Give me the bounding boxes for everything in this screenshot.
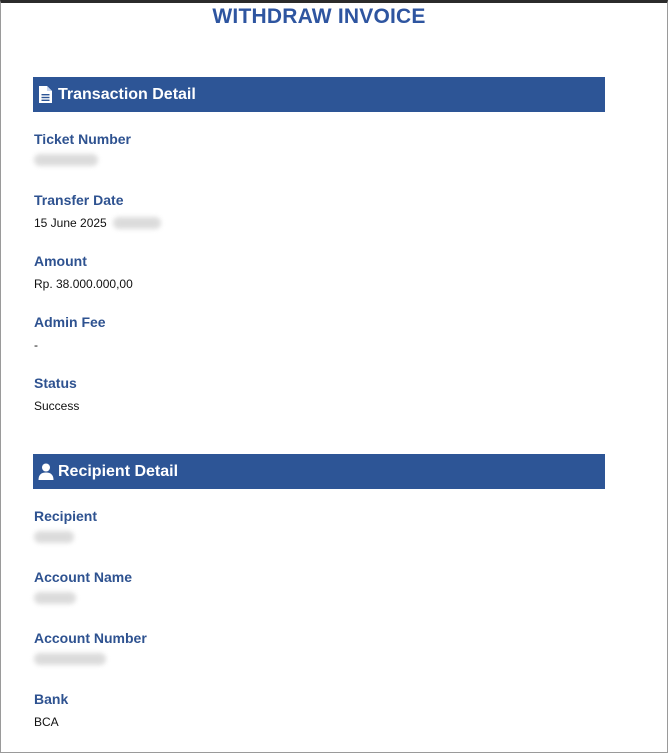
redacted-recipient bbox=[34, 531, 74, 543]
admin-fee-value: - bbox=[34, 338, 38, 352]
transaction-detail-title: Transaction Detail bbox=[58, 85, 196, 103]
status-label: Status bbox=[34, 375, 77, 391]
admin-fee-field bbox=[34, 313, 106, 353]
status-value: Success bbox=[34, 399, 80, 413]
bank-field bbox=[34, 690, 68, 730]
amount-field bbox=[34, 252, 133, 292]
document-icon bbox=[38, 86, 54, 104]
redacted-ticket-number bbox=[34, 154, 98, 166]
transfer-date-label: Transfer Date bbox=[34, 192, 124, 208]
ticket-number-label: Ticket Number bbox=[34, 131, 131, 147]
transfer-date-field bbox=[34, 191, 161, 231]
redacted-account-number bbox=[34, 653, 106, 665]
account-number-value bbox=[34, 653, 147, 665]
recipient-detail-header bbox=[33, 454, 605, 489]
recipient-value bbox=[34, 531, 97, 543]
redacted-account-name bbox=[34, 592, 76, 604]
admin-fee-label: Admin Fee bbox=[34, 314, 106, 330]
ticket-number-field bbox=[34, 130, 131, 166]
status-field bbox=[34, 374, 79, 414]
ticket-number-value bbox=[34, 154, 131, 166]
redacted-transfer-time bbox=[113, 217, 161, 229]
amount-label: Amount bbox=[34, 253, 87, 269]
transaction-detail-header bbox=[33, 77, 605, 112]
user-icon bbox=[38, 463, 54, 481]
account-number-field bbox=[34, 629, 147, 665]
account-name-label: Account Name bbox=[34, 569, 133, 585]
account-name-field bbox=[34, 568, 132, 604]
invoice-title: WITHDRAW INVOICE bbox=[212, 5, 426, 28]
bank-label: Bank bbox=[34, 691, 69, 707]
recipient-detail-title: Recipient Detail bbox=[58, 462, 179, 480]
transfer-date-text: 15 June 2025 bbox=[34, 216, 107, 230]
account-name-value bbox=[34, 592, 132, 604]
account-number-label: Account Number bbox=[34, 630, 147, 646]
amount-value: Rp. 38.000.000,00 bbox=[34, 277, 133, 291]
transfer-date-value bbox=[34, 215, 161, 231]
bank-value: BCA bbox=[34, 715, 59, 729]
recipient-label: Recipient bbox=[34, 508, 98, 524]
recipient-field bbox=[34, 507, 97, 543]
